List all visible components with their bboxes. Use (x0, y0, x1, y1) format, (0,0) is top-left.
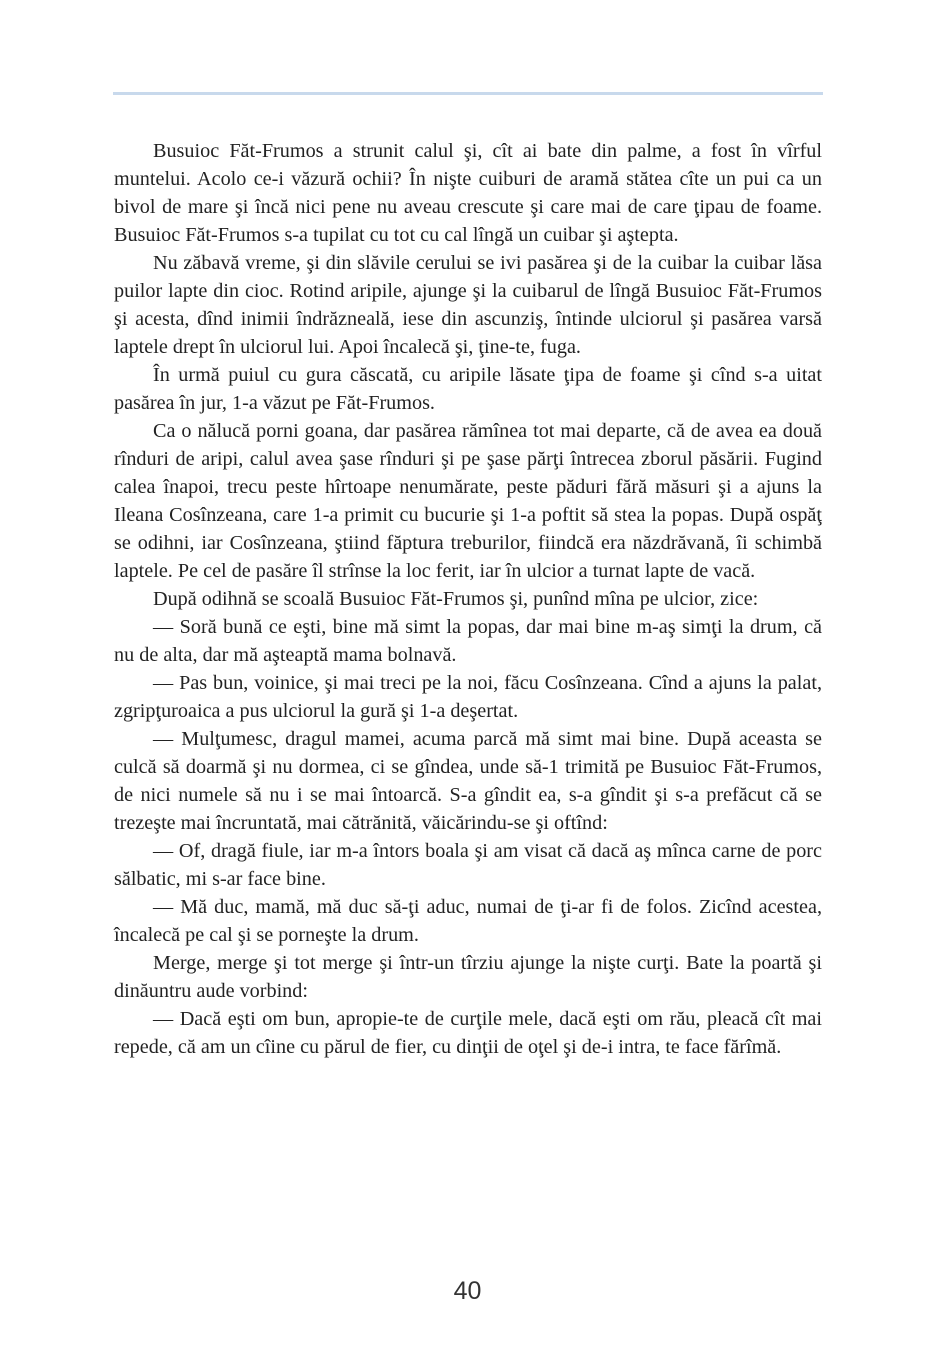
dialogue-paragraph: — Soră bună ce eşti, bine mă simt la popas, dar mai bine m-aş simţi la drum, că nu de alta, dar mă aşteaptă mama bolnavă. (114, 616, 822, 666)
paragraph: În urmă puiul cu gura căscată, cu aripile lăsate ţipa de foame şi cînd s-a uitat pasărea în jur, 1-a văzut pe Făt-Frumos. (114, 364, 822, 414)
dialogue-paragraph: — Dacă eşti om bun, apropie-te de curţile mele, dacă eşti om rău, pleacă cît mai repede, că am un cîine cu părul de fier, cu dinţii de oţel şi de-i intra, te face fărîmă. (114, 1008, 822, 1058)
dialogue-paragraph: — Of, dragă fiule, iar m-a întors boala şi am visat că dacă aş mînca carne de porc sălbatic, mi s-ar face bine. (114, 840, 822, 890)
body-text (114, 137, 822, 1061)
paragraph: Busuioc Făt-Frumos a strunit calul şi, cît ai bate din palme, a fost în vîrful muntelui. Acolo ce-i văzură ochii? În nişte cuiburi de aramă stătea cîte un pui ca un bivol de mare şi încă nici pene nu aveau crescute şi care mai de care ţipau de foame. Busuioc Făt-Frumos s-a tupilat cu tot cu cal lîngă un cuibar şi aştepta. (114, 140, 822, 246)
paragraph: Merge, merge şi tot merge şi într-un tîrziu ajunge la nişte curţi. Bate la poartă şi dinăuntru aude vorbind: (114, 952, 822, 1002)
dialogue-paragraph: — Mulţumesc, dragul mamei, acuma parcă mă simt mai bine. După aceasta se culcă să doarmă şi nu dormea, ci se gîndea, unde să-1 trimită pe Busuioc Făt-Frumos, de nici numele să nu i se mai întoarcă. S-a gîndit ea, s-a gîndit şi s-a prefăcut că se trezeşte mai încruntată, mai cătrănită, văicărindu-se şi oftînd: (114, 728, 822, 834)
dialogue-paragraph: — Pas bun, voinice, şi mai treci pe la noi, făcu Cosînzeana. Cînd a ajuns la palat, zgripţuroaica a pus ulciorul la gură şi 1-a deşertat. (114, 672, 822, 722)
paragraph: După odihnă se scoală Busuioc Făt-Frumos şi, punînd mîna pe ulcior, zice: (153, 588, 759, 610)
dialogue-paragraph: — Mă duc, mamă, mă duc să-ţi aduc, numai de ţi-ar fi de folos. Zicînd acestea, încalecă pe cal şi se porneşte la drum. (114, 896, 822, 946)
header-rule (113, 92, 823, 95)
page-number: 40 (453, 1277, 482, 1305)
paragraph: Ca o nălucă porni goana, dar pasărea rămînea tot mai departe, că de avea ea două rînduri de aripi, calul avea şase rînduri şi pe şase părţi întrecea zborul păsării. Fugind calea înapoi, trecu peste hîrtoape nenumărate, peste păduri fără măsuri şi a ajuns la Ileana Cosînzeana, care 1-a primit cu bucurie şi 1-a poftit să stea la popas. După ospăţ se odihni, iar Cosînzeana, ştiind făptura treburilor, fiindcă era năzdrăvană, îi schimbă laptele. Pe cel de pasăre îl strînse la loc ferit, iar în ulcior a turnat lapte de vacă. (114, 420, 822, 582)
paragraph: Nu zăbavă vreme, şi din slăvile cerului se ivi pasărea şi de la cuibar la cuibar lăsa puilor lapte din cioc. Rotind aripile, ajunge şi la cuibarul de lîngă Busuioc Făt-Frumos şi acesta, dînd inimii îndrăzneală, iese din ascunziş, întinde ulciorul şi pasărea varsă laptele drept în ulciorul lui. Apoi încalecă şi, ţine-te, fuga. (114, 252, 822, 358)
